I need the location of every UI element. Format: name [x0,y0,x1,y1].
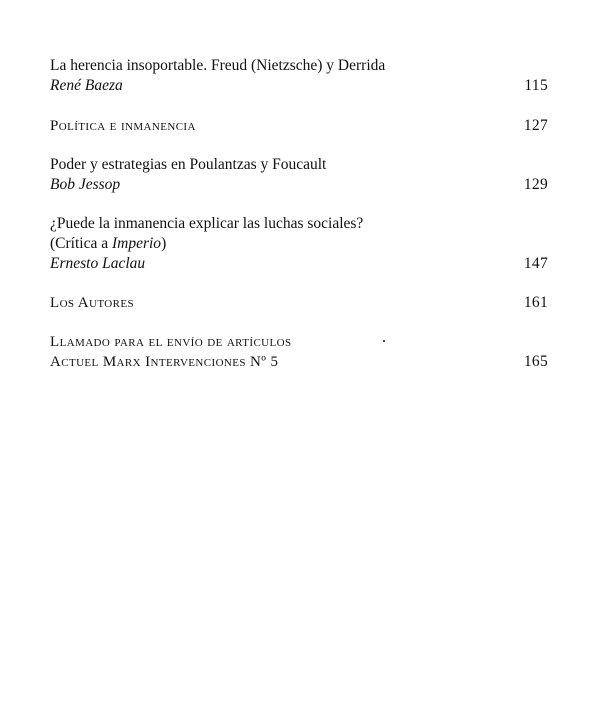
toc-entry-title-line-2 [50,234,548,254]
entry-section-heading: Los Autores [50,295,134,311]
entry-section-heading-2: Actuel Marx Intervenciones Nº 5 [50,354,279,370]
toc-entry-author-line [50,76,548,96]
entry-subtitle-prefix: (Crítica a [50,235,112,252]
entry-page-number: 129 [523,176,548,193]
toc-entry-llamado [50,332,548,372]
entry-subtitle-italic: Imperio [111,235,162,252]
toc-entry-title-line [50,332,548,352]
toc-entry-baeza [50,56,548,96]
entry-page-number: 115 [524,77,548,94]
entry-page-number: 147 [523,255,548,272]
scan-speck [383,340,385,342]
toc-entry-title-line [50,116,548,136]
entry-title: ¿Puede la inmanencia explicar las luchas sociales? [50,215,364,232]
entry-section-heading: Llamado para el envío de artículos [50,334,292,350]
entry-author: Ernesto Laclau [50,255,146,272]
toc-entry-author-line [50,175,548,195]
toc-entry-title-line [50,155,548,175]
toc-entry-author-line [50,254,548,274]
entry-page-number: 165 [523,353,548,370]
entry-title: La herencia insoportable. Freud (Nietzsche) y Derrida [50,57,386,74]
entry-title: Poder y estrategias en Poulantzas y Foucault [50,156,327,173]
toc-entry-title-line-2 [50,352,548,372]
toc-entry-laclau [50,214,548,274]
toc-entry-autores [50,293,548,313]
entry-page-number: 161 [523,294,548,311]
toc-entry-title-line [50,56,548,76]
entry-subtitle [50,234,166,254]
entry-page-number: 127 [523,117,548,134]
toc-entry-politica [50,116,548,136]
toc-entry-title-line [50,293,548,313]
toc-entry-title-line [50,214,548,234]
table-of-contents [50,56,548,372]
entry-author: Bob Jessop [50,176,121,193]
entry-subtitle-suffix: ) [161,235,167,252]
entry-section-heading: Política e inmanencia [50,118,196,134]
entry-author: René Baeza [50,77,123,94]
toc-entry-jessop [50,155,548,195]
